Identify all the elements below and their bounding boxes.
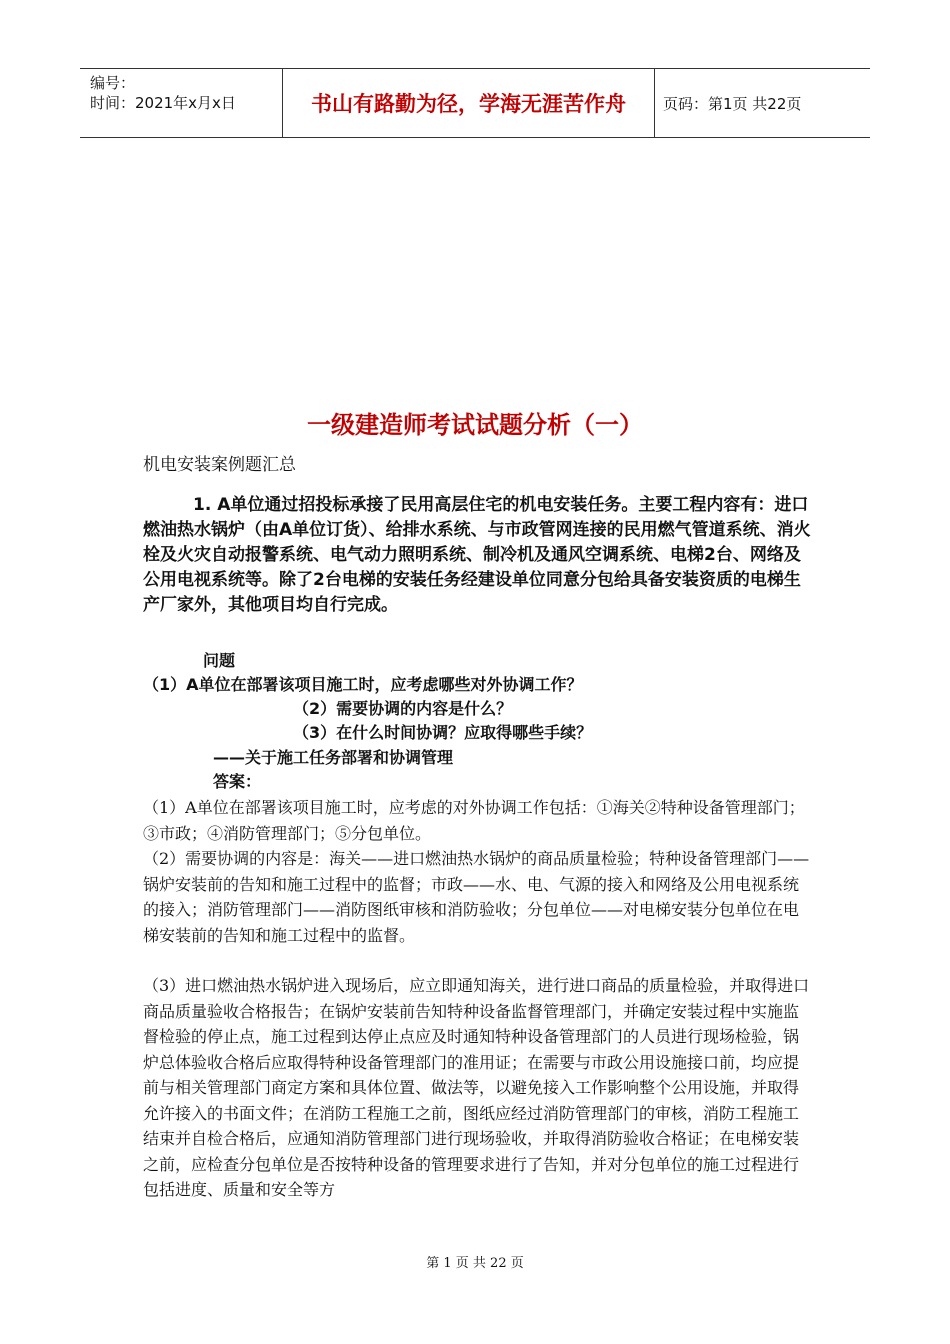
document-title: 一级建造师考试试题分析（一） (307, 411, 643, 439)
problem-label: 问题 (203, 651, 236, 670)
header-info-cell (80, 69, 283, 137)
question-paragraph: 1. A单位通过招投标承接了民用高层住宅的机电安装任务。主要工程内容有：进口燃油热水锅炉（由A单位订货）、给排水系统、与市政管网连接的民用燃气管道系统、消火栓及火灾自动报警系统、电气动力照明系统、制冷机及通风空调系统、电梯2台、网络及公用电视系统等。除了2台电梯的安装任务经建设单位同意分包给具备安装资质的电梯生产厂家外，其他项目均自行完成。 (143, 495, 811, 615)
time-label: 时间：2021年x月x日 (90, 94, 236, 112)
document-subtitle: 机电安装案例题汇总 (143, 455, 296, 475)
question-1: （1）A单位在部署该项目施工时，应考虑哪些对外协调工作？ (143, 675, 583, 694)
question-3: （3）在什么时间协调？应取得哪些手续？ (293, 723, 593, 742)
number-label: 编号： (90, 74, 136, 92)
answer-2: （2）需要协调的内容是：海关——进口燃油热水锅炉的商品质量检验；特种设备管理部门——锅炉安装前的告知和施工过程中的监督；市政——水、电、气源的接入和网络及公用电视系统的接入；消防管理部门——消防图纸审核和消防验收；分包单位——对电梯安装分包单位在电梯安装前的告知和施工过程中的监督。 (143, 849, 810, 945)
header-motto: 书山有路勤为径，学海无涯苦作舟 (283, 69, 655, 137)
answer-3: （3）进口燃油热水锅炉进入现场后，应立即通知海关，进行进口商品的质量检验，并取得进口商品质量验收合格报告；在锅炉安装前告知特种设备监督管理部门，并确定安装过程中实施监督检验的停止点，施工过程到达停止点应及时通知特种设备管理部门的人员进行现场检验，锅炉总体验收合格后应取得特种设备管理部门的准用证；在需要与市政公用设施接口前，均应提前与相关管理部门商定方案和具体位置、做法等，以避免接入工作影响整个公用设施，并取得允许接入的书面文件；在消防工程施工之前，图纸应经过消防管理部门的审核，消防工程施工结束并自检合格后，应通知消防管理部门进行现场验收，并取得消防验收合格证；在电梯安装之前，应检查分包单位是否按特种设备的管理要求进行了告知，并对分包单位的施工过程进行包括进度、质量和安全等方 (143, 976, 810, 1199)
page-footer: 第 1 页 共 22 页 (426, 1256, 524, 1271)
header-table (80, 68, 870, 138)
header-page-code: 页码：第1页 共22页 (663, 94, 802, 113)
question-2: （2）需要协调的内容是什么？ (293, 699, 513, 718)
answer-label: 答案： (213, 772, 262, 791)
topic-line: ——关于施工任务部署和协调管理 (213, 748, 454, 767)
answer-1: （1）A单位在部署该项目施工时，应考虑的对外协调工作包括：①海关②特种设备管理部门；③市政；④消防管理部门；⑤分包单位。 (143, 798, 805, 843)
